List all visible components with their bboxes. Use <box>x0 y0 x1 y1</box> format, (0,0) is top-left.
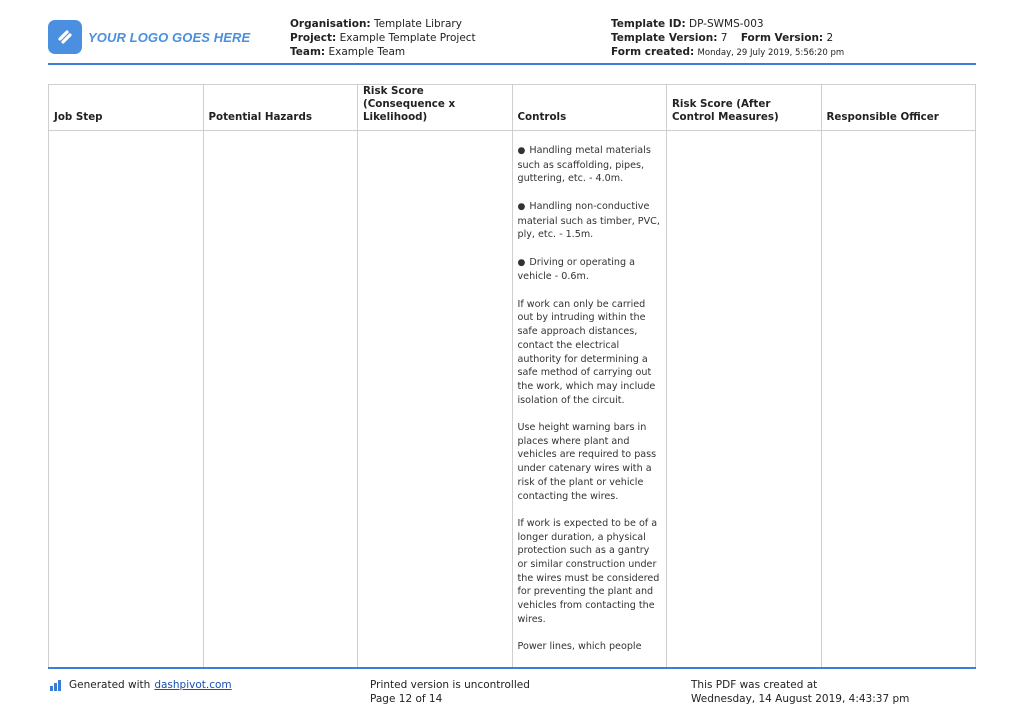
form-created-value: Monday, 29 July 2019, 5:56:20 pm <box>697 48 845 58</box>
generated-with-label: Generated with <box>69 679 151 691</box>
project-value: Example Template Project <box>339 32 476 44</box>
company-logo <box>48 20 250 54</box>
bullet-icon: ● <box>517 146 526 156</box>
control-paragraph-1: If work can only be carried out by intruding within the safe approach distances, contact the electrical authority for determining a safe method of carrying out the work, which may include isolation of the circuit. <box>517 298 656 406</box>
pdf-created-date: Wednesday, 14 August 2019, 4:43:37 pm <box>691 693 910 705</box>
form-created-line: Form created: Monday, 29 July 2019, 5:56:20 pm <box>611 46 845 58</box>
control-paragraph-3: If work is expected to be of a longer duration, a physical protection such as a gantry or similar construction under the wires must be considered for preventing the plant and vehicles from contacting the wires. <box>517 517 660 625</box>
job-step-cell <box>49 131 204 669</box>
page-footer <box>0 676 1024 716</box>
template-id-value: DP-SWMS-003 <box>689 18 764 30</box>
swms-table-container <box>48 84 976 655</box>
header-divider <box>48 63 976 65</box>
team-line: Team: Example Team <box>290 46 406 58</box>
column-header-risk-score: Risk Score (Consequence x Likelihood) <box>358 85 513 131</box>
team-value: Example Team <box>328 46 406 58</box>
column-header-potential-hazards: Potential Hazards <box>203 85 358 131</box>
column-header-risk-score-after: Risk Score (After Control Measures) <box>667 85 822 131</box>
template-id-line: Template ID: DP-SWMS-003 <box>611 18 764 30</box>
project-line: Project: Example Template Project <box>290 32 476 44</box>
organisation-line: Organisation: Template Library <box>290 18 462 30</box>
control-paragraph-2: Use height warning bars in places where plant and vehicles are required to pass under catenary wires with a risk of the plant or vehicle contacting the wires. <box>517 422 657 502</box>
bullet-icon: ● <box>517 201 526 212</box>
table-header-row <box>49 85 976 131</box>
form-meta-left <box>290 17 476 59</box>
controls-cell <box>512 131 667 669</box>
column-header-job-step: Job Step <box>49 85 204 131</box>
page-number: Page 12 of 14 <box>370 693 443 705</box>
dashpivot-link[interactable]: dashpivot.com <box>154 679 232 691</box>
potential-hazards-cell <box>203 131 358 669</box>
pdf-created-label: This PDF was created at <box>691 679 818 691</box>
column-header-controls: Controls <box>512 85 667 131</box>
risk-score-cell <box>358 131 513 669</box>
bullet-icon: ● <box>517 257 526 268</box>
version-line: Template Version: 7 Form Version: 2 <box>611 32 834 44</box>
dashpivot-bar-chart-icon <box>50 680 64 691</box>
generated-with <box>50 678 232 692</box>
responsible-officer-cell <box>821 131 976 669</box>
column-header-responsible-officer: Responsible Officer <box>821 85 976 131</box>
organisation-value: Template Library <box>373 18 462 30</box>
control-paragraph-4: Power lines, which people <box>517 641 642 653</box>
page-header <box>0 0 1024 66</box>
print-status <box>370 678 530 706</box>
control-bullet-1: ● Handling metal materials such as scaffolding, pipes, guttering, etc. - 4.0m. <box>517 145 651 185</box>
pdf-created <box>691 678 909 706</box>
logo-text: YOUR LOGO GOES HERE <box>88 29 251 45</box>
logo-icon <box>48 20 82 54</box>
table-row <box>49 131 976 669</box>
swms-table <box>48 84 976 669</box>
template-version-value: 7 <box>720 32 728 44</box>
control-bullet-3: ● Driving or operating a vehicle - 0.6m. <box>517 256 635 283</box>
form-version-value: 2 <box>826 32 834 44</box>
uncontrolled-notice: Printed version is uncontrolled <box>370 679 530 691</box>
control-bullet-2: ● Handling non-conductive material such as timber, PVC, ply, etc. - 1.5m. <box>517 200 660 241</box>
form-meta-right <box>611 17 844 60</box>
risk-score-after-cell <box>667 131 822 669</box>
footer-divider <box>48 667 976 669</box>
